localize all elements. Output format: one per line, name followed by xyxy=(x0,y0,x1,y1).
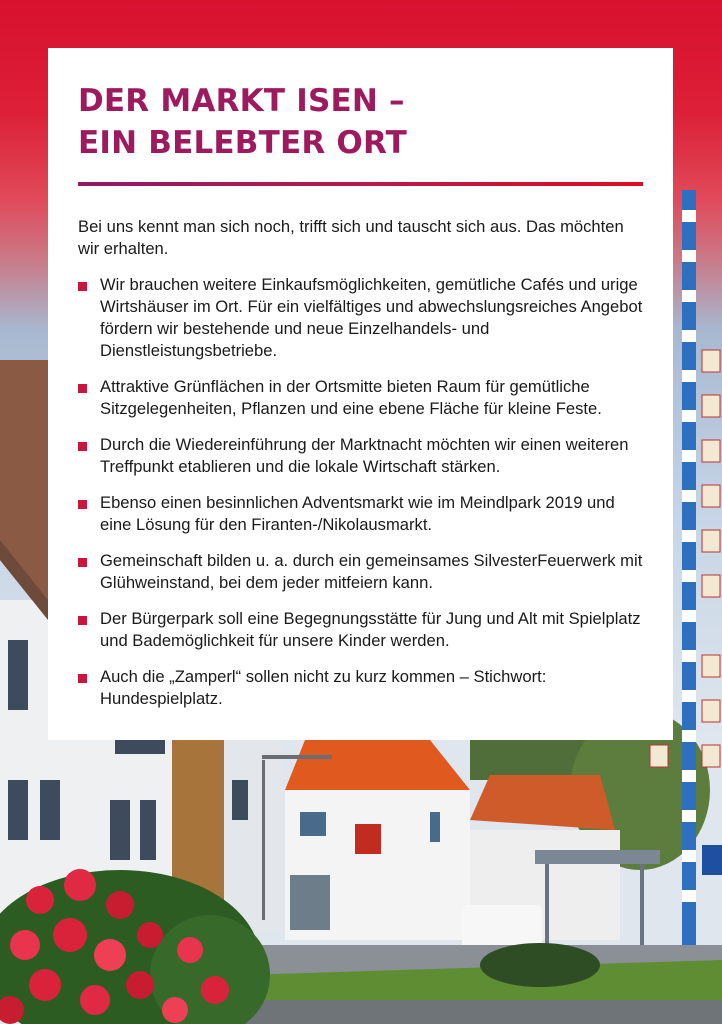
bullet-square-icon xyxy=(78,500,87,509)
list-item-text: Wir brauchen weitere Einkaufsmöglichkeiten, gemütliche Cafés und urige Wirtshäuser im Ort. Für ein vielfältiges und abwechslungsreiches Angebot fördern wir bestehende und neue Einzelhandels- und Dienstleistungsbetriebe. xyxy=(100,275,643,360)
window xyxy=(115,740,165,754)
content-card xyxy=(48,48,673,740)
title-divider xyxy=(78,182,643,186)
list-item-text: Gemeinschaft bilden u. a. durch ein gemeinsames SilvesterFeuerwerk mit Glühweinstand, bei dem jeder mitfeiern kann. xyxy=(100,551,643,592)
white-van xyxy=(462,905,542,950)
list-item-text: Auch die „Zamperl“ sollen nicht zu kurz kommen – Stichwort: Hundespielplatz. xyxy=(100,667,547,708)
bullet-square-icon xyxy=(78,442,87,451)
title-line-1: DER MARKT ISEN – xyxy=(78,83,405,119)
list-item xyxy=(78,434,643,478)
list-item xyxy=(78,274,643,362)
list-item xyxy=(78,376,643,420)
list-item-text: Durch die Wiedereinführung der Marktnacht möchten wir einen weiteren Treffpunkt etablieren und die lokale Wirtschaft stärken. xyxy=(100,435,629,476)
list-item xyxy=(78,492,643,536)
window xyxy=(300,812,326,836)
window xyxy=(110,800,130,860)
title-line-2: EIN BELEBTER ORT xyxy=(78,125,407,161)
street-lamp xyxy=(262,760,265,920)
right-roof xyxy=(470,775,615,830)
bullet-square-icon xyxy=(78,616,87,625)
window xyxy=(8,640,28,710)
window xyxy=(140,800,156,860)
window xyxy=(8,780,28,840)
list-item xyxy=(78,608,643,652)
bus-shelter-roof xyxy=(535,850,660,864)
list-item-text: Ebenso einen besinnlichen Adventsmarkt wie im Meindlpark 2019 und eine Lösung für den Firanten-/Nikolausmarkt. xyxy=(100,493,615,534)
bullet-list xyxy=(78,274,643,710)
middle-house xyxy=(224,740,284,930)
bullet-square-icon xyxy=(78,384,87,393)
list-item xyxy=(78,666,643,710)
red-roof xyxy=(285,740,470,790)
bullet-square-icon xyxy=(78,674,87,683)
list-item-text: Attraktive Grünflächen in der Ortsmitte bieten Raum für gemütliche Sitzgelegenheiten, Pflanzen und eine ebene Fläche für kleine Feste. xyxy=(100,377,602,418)
intro-paragraph: Bei uns kennt man sich noch, trifft sich und tauscht sich aus. Das möchten wir erhalten. xyxy=(78,217,624,258)
bullet-square-icon xyxy=(78,282,87,291)
shop-sign xyxy=(355,824,381,854)
page-title xyxy=(78,80,643,164)
list-item xyxy=(78,550,643,594)
list-item-text: Der Bürgerpark soll eine Begegnungsstätte für Jung und Alt mit Spielplatz und Bademöglichkeit für unsere Kinder werden. xyxy=(100,609,641,650)
hedge xyxy=(480,943,600,987)
window xyxy=(40,780,60,840)
bullet-square-icon xyxy=(78,558,87,567)
